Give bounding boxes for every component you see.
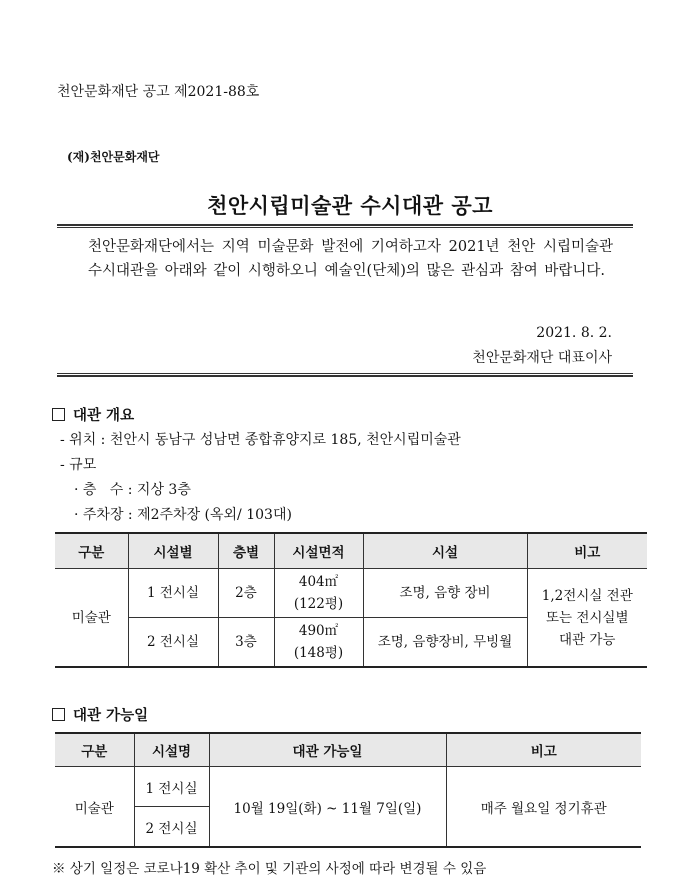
category-cell: 미술관 bbox=[55, 569, 128, 668]
header-cell: 비고 bbox=[446, 733, 641, 767]
section-availability-heading bbox=[52, 704, 148, 725]
section-overview-title: 대관 개요 bbox=[73, 407, 135, 424]
header-cell: 시설면적 bbox=[274, 533, 363, 569]
header-cell: 시설별 bbox=[128, 533, 218, 569]
floor-cell: 3층 bbox=[218, 618, 274, 668]
section-overview-heading bbox=[52, 404, 134, 425]
note-cell bbox=[527, 569, 647, 668]
checkbox-square-icon bbox=[52, 708, 65, 721]
header-cell: 층별 bbox=[218, 533, 274, 569]
header-cell: 구분 bbox=[55, 733, 134, 767]
header-cell: 시설명 bbox=[134, 733, 209, 767]
category-cell: 미술관 bbox=[55, 767, 134, 848]
equipment-cell: 조명, 음향장비, 무빙월 bbox=[363, 618, 527, 668]
facility-cell: 2 전시실 bbox=[134, 807, 209, 848]
table-header-row bbox=[55, 533, 647, 569]
facility-cell: 1 전시실 bbox=[134, 767, 209, 807]
note-line: 대관 가능 bbox=[559, 631, 616, 648]
intro-paragraph: 천안문화재단에서는 지역 미술문화 발전에 기여하고자 2021년 천안 시립미술관 수시대관을 아래와 같이 시행하오니 예술인(단체)의 많은 관심과 참여 바랍니다. bbox=[88, 239, 613, 279]
equipment-cell: 조명, 음향 장비 bbox=[363, 569, 527, 618]
area-cell bbox=[274, 618, 363, 668]
availability-table bbox=[55, 732, 641, 848]
section-availability-title: 대관 가능일 bbox=[73, 707, 149, 724]
header-cell: 구분 bbox=[55, 533, 128, 569]
title-divider-bottom bbox=[57, 373, 633, 377]
notice-number: 천안문화재단 공고 제2021-88호 bbox=[57, 84, 260, 100]
table-row bbox=[55, 767, 641, 807]
area-cell bbox=[274, 569, 363, 618]
location-line: - 위치 : 천안시 동남구 성남면 종합휴양지로 185, 천안시립미술관 bbox=[60, 432, 461, 448]
note-cell: 매주 월요일 정기휴관 bbox=[446, 767, 641, 848]
checkbox-square-icon bbox=[52, 408, 65, 421]
table-header-row bbox=[55, 733, 641, 767]
header-cell: 대관 가능일 bbox=[209, 733, 446, 767]
table-row bbox=[55, 569, 647, 618]
note-line: 1,2전시실 전관 bbox=[541, 587, 633, 604]
floors-line: · 층 수 : 지상 3층 bbox=[74, 482, 191, 498]
footnote: ※ 상기 일정은 코로나19 확산 추이 및 기관의 사정에 따라 변경될 수 있음 bbox=[52, 861, 487, 877]
title-divider-top bbox=[57, 224, 633, 228]
scale-line: - 규모 bbox=[60, 457, 97, 473]
area-pyeong: (122평) bbox=[293, 596, 344, 612]
area-m2: 490㎡ bbox=[298, 623, 339, 639]
floor-cell: 2층 bbox=[218, 569, 274, 618]
header-cell: 시설 bbox=[363, 533, 527, 569]
facility-cell: 1 전시실 bbox=[128, 569, 218, 618]
document-title: 천안시립미술관 수시대관 공고 bbox=[207, 193, 493, 218]
facility-cell: 2 전시실 bbox=[128, 618, 218, 668]
announcement-date: 2021. 8. 2. bbox=[536, 325, 612, 341]
period-cell: 10월 19일(화) ~ 11월 7일(일) bbox=[209, 767, 446, 848]
header-cell: 비고 bbox=[527, 533, 647, 569]
note-line: 또는 전시실별 bbox=[545, 609, 629, 626]
facility-table bbox=[55, 532, 647, 668]
parking-line: · 주차장 : 제2주차장 (옥외/ 103대) bbox=[74, 507, 292, 523]
area-pyeong: (148평) bbox=[293, 645, 344, 661]
area-m2: 404㎡ bbox=[298, 574, 339, 590]
issuer-label: (재)천안문화재단 bbox=[67, 150, 160, 164]
signer: 천안문화재단 대표이사 bbox=[472, 350, 612, 366]
